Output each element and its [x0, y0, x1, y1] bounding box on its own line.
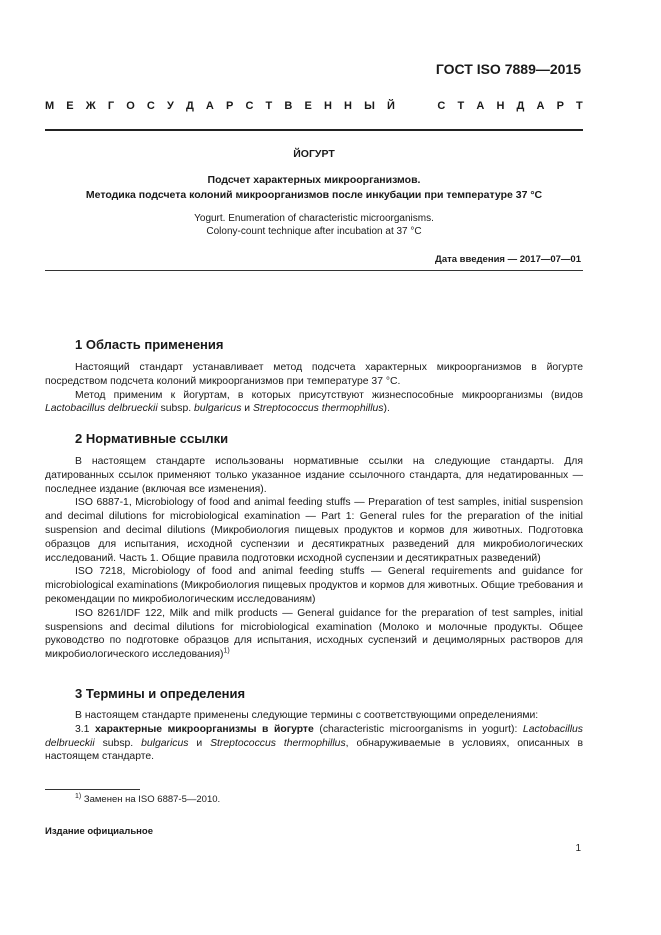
banner-letter: Т — [576, 100, 583, 112]
section-3-body — [45, 709, 583, 764]
text-run: ). — [383, 403, 390, 415]
footnote-marker: 1) — [75, 792, 82, 800]
species-name: Lactobacillus delbrueckii — [45, 403, 158, 415]
subtitle-line-1: Подсчет характерных микроорганизмов. — [207, 174, 421, 186]
banner-letter: Н — [323, 100, 332, 112]
document-subtitle — [45, 173, 583, 203]
section-2-reference-iso-7218: ISO 7218, Microbiology of food and animal feeding stuffs — General requirements and guidance for microbiological examinations (Микробиология пищевых продуктов и кормов для животных. Общие требования и рекомендации по микробиологическим исследованиям) — [45, 566, 583, 605]
standard-number: ГОСТ ISO 7889—2015 — [435, 61, 581, 77]
official-edition-label: Издание официальное — [45, 826, 153, 837]
footnote — [75, 794, 220, 805]
banner-letter: С — [245, 100, 254, 112]
text-run: Метод применим к йогуртам, в которых присутствуют жизнеспособные микроорганизмы (видов — [75, 389, 583, 401]
term-number: 3.1 — [75, 723, 96, 735]
introduction-date: Дата введения — 2017—07—01 — [435, 254, 581, 265]
banner-letter: Н — [496, 100, 505, 112]
banner-letter: Й — [387, 100, 395, 112]
banner-letter — [407, 100, 410, 112]
banner-letter: Н — [344, 100, 352, 112]
banner-letter: У — [166, 100, 174, 112]
banner-letter: А — [536, 100, 545, 112]
footnote-rule — [45, 789, 140, 790]
banner-letter: С — [146, 100, 155, 112]
section-2-body — [45, 455, 583, 662]
banner-letter: Т — [265, 100, 273, 112]
text-run: и — [241, 403, 253, 415]
english-title — [45, 212, 583, 238]
term-english: (characteristic microorganisms in yogurt): — [313, 723, 523, 735]
banner-letter: О — [126, 100, 135, 112]
banner-letter: Ж — [85, 100, 96, 112]
banner-letter: Ы — [364, 100, 375, 112]
section-2-reference-iso-6887-1: ISO 6887-1, Microbiology of food and animal feeding stuffs — Preparation of test samples, initial suspension and decimal dilutions for microbiological examination — Part 1: General rules for the preparation of the initial suspension and decimal dilutions (Микробиология пищевых продуктов и кормов для животных. Подготовка образцов для испытания, исходной суспензии и десятикратных разведений для микробиологических исследований. Часть 1. Общие правила подготовки исходной суспензии и десятикратных разведений) — [45, 497, 583, 564]
banner-letter: А — [205, 100, 214, 112]
section-1-body — [45, 361, 583, 416]
banner-letter: Р — [556, 100, 564, 112]
banner-letter: Г — [107, 100, 115, 112]
section-2-reference-iso-8261 — [45, 607, 583, 662]
section-2-paragraph-1: В настоящем стандарте использованы нормативные ссылки на следующие стандарты. Для датированных ссылок применяют только указанное издание ссылочного стандарта, для недатированных — последнее издание (включая все изменения). — [45, 456, 583, 495]
banner-letter: Т — [457, 100, 465, 112]
species-name: Streptococcus thermophillus — [210, 737, 346, 749]
date-rule — [45, 270, 583, 271]
species-name: bulgaricus — [141, 737, 189, 749]
banner-letter: М — [45, 100, 55, 112]
english-title-line-2: Colony-count technique after incubation at 37 °C — [206, 226, 422, 237]
section-2-heading: 2 Нормативные ссылки — [75, 431, 229, 446]
page-number: 1 — [575, 843, 581, 854]
banner-letter: Д — [516, 100, 525, 112]
header-rule — [45, 129, 583, 131]
english-title-line-1: Yogurt. Enumeration of characteristic microorganisms. — [194, 213, 434, 224]
banner-letter: Е — [304, 100, 312, 112]
banner-letter — [422, 100, 425, 112]
banner-letter: В — [284, 100, 293, 112]
banner-letter: А — [476, 100, 485, 112]
species-name: Streptococcus thermophillus — [252, 403, 384, 415]
banner-letter: Д — [185, 100, 194, 112]
section-3-paragraph-1: В настоящем стандарте применены следующие термины с соответствующими определениями: — [75, 710, 539, 721]
document-title: ЙОГУРТ — [293, 148, 335, 160]
text-run: subsp. — [94, 737, 142, 749]
banner-letter: С — [437, 100, 446, 112]
species-name: Lactobacillus delbrueckii — [45, 723, 583, 749]
interstate-standard-banner — [45, 100, 583, 112]
text-run: ISO 8261/IDF 122, Milk and milk products — General guidance for the preparation of test samples, initial suspensions and decimal dilutions for microbiological examination (Молоко и молочные продукты. Общее руководство по подготовке образцов для испытания, исходных суспензий и децимолярных растворов для микробиологического исследования) — [45, 607, 583, 661]
footnote-marker: 1) — [223, 647, 230, 655]
banner-letter: Е — [66, 100, 74, 112]
term-3-1 — [45, 723, 583, 764]
section-3-heading: 3 Термины и определения — [75, 686, 246, 701]
subtitle-line-2: Методика подсчета колоний микроорганизмов после инкубации при температуре 37 °С — [85, 189, 543, 201]
text-run: , обнаруживаемые в условиях, описанных в настоящем стандарте. — [45, 737, 584, 763]
text-run: subsp. — [157, 403, 195, 415]
section-1-heading: 1 Область применения — [75, 337, 224, 352]
species-name: bulgaricus — [194, 403, 242, 415]
footnote-text: Заменен на ISO 6887-5—2010. — [81, 794, 221, 805]
section-1-paragraph-1: Настоящий стандарт устанавливает метод подсчета характерных микроорганизмов в йогурте посредством подсчета колоний микроорганизмов при температуре 37 °С. — [45, 362, 583, 387]
term-name: характерные микроорганизмы в йогурте — [95, 723, 314, 735]
banner-letter: Р — [226, 100, 234, 112]
text-run: и — [188, 737, 211, 749]
section-1-paragraph-2 — [45, 389, 583, 417]
